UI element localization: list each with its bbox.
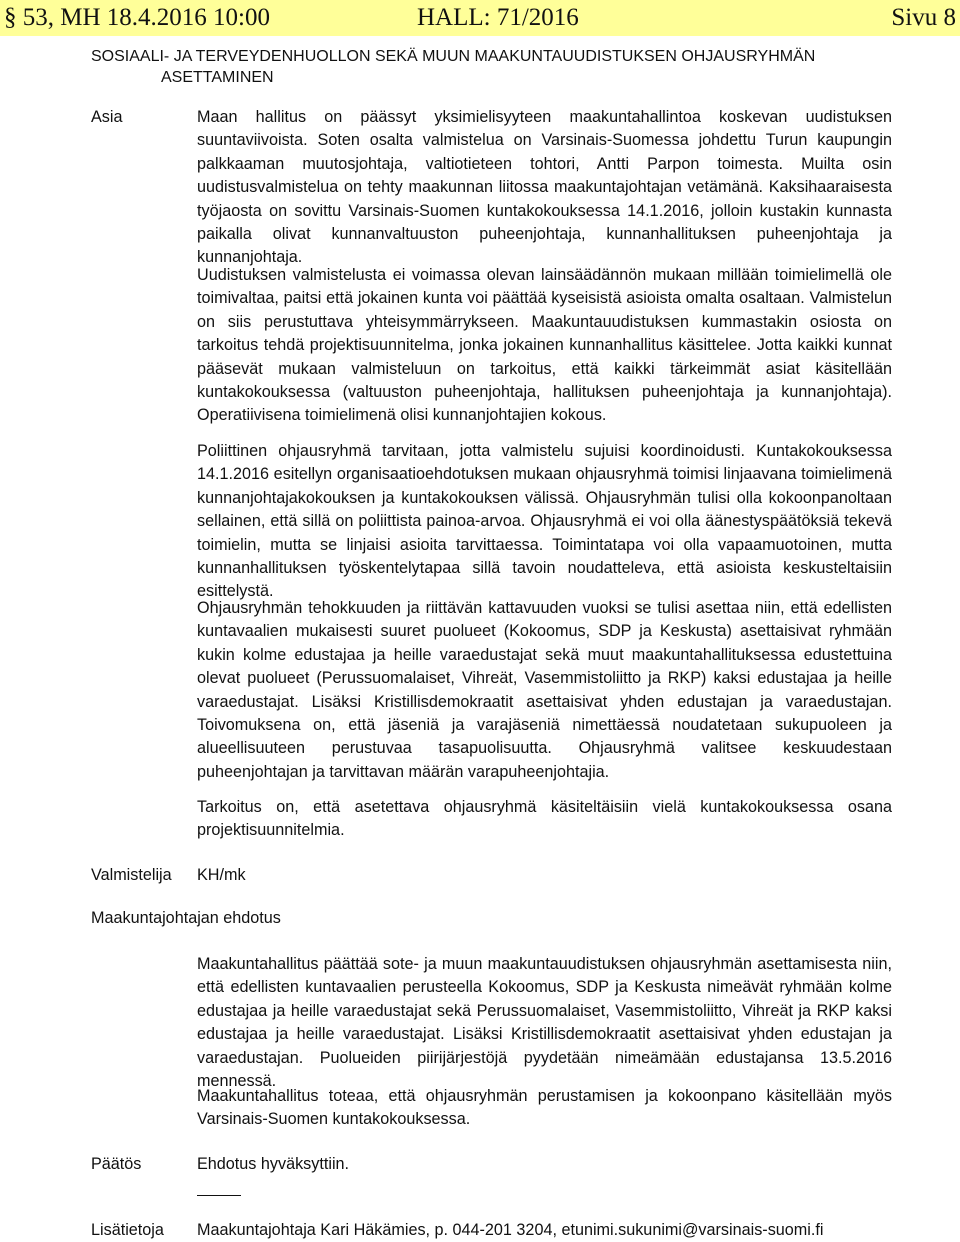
valmistelija-value: KH/mk (197, 866, 246, 884)
divider-line (197, 1195, 241, 1196)
paragraph-text: Maan hallitus on päässyt yksimielisyyteen maakuntahallintoa koskevan uudistuksen suuntaviivoista. Soten osalta valmistelua on Varsinais-Suomessa johdettu Turun kaupungin palkkaaman muutosjohtaja, valtiotieteen tohtori, Antti Parpon toimesta. Muilta osin uudistusvalmistelua on tehty maakunnan liitossa maakuntajohtajan vetämänä. Kaksihaaraisesta työjaosta on sovittu Varsinais-Suomen kuntakokouksessa 14.1.2016, jolloin kustakin kunnasta paikalla olivat kunnanvaltuuston puheenjohtaja, kunnanhallituksen puheenjohtaja ja kunnanjohtaja. (197, 108, 892, 267)
ehdotus-paragraph-2 (197, 1085, 892, 1132)
lisatietoja-value: Maakuntajohtaja Kari Häkämies, p. 044-201 3204, etunimi.sukunimi@varsinais-suomi.fi (197, 1221, 824, 1239)
hall-number: HALL: 71/2016 (417, 4, 579, 31)
page-number: Sivu 8 (891, 4, 956, 31)
title-line-1: SOSIAALI- JA TERVEYDENHUOLLON SEKÄ MUUN MAAKUNTAUUDISTUKSEN OHJAUSRYHMÄN (91, 48, 816, 65)
asia-paragraph-3 (197, 440, 892, 604)
valmistelija-label: Valmistelija (91, 866, 172, 884)
lisatietoja-label: Lisätietoja (91, 1221, 164, 1239)
asia-paragraph-2 (197, 264, 892, 428)
page-header (0, 0, 960, 36)
asia-paragraph-4 (197, 597, 892, 784)
asia-paragraph-1 (197, 106, 892, 270)
document-title (91, 46, 851, 88)
asia-label: Asia (91, 108, 123, 126)
section-reference: § 53, MH 18.4.2016 10:00 (4, 4, 270, 31)
paragraph-text: Uudistuksen valmistelusta ei voimassa olevan lainsäädännön mukaan millään toimielimellä ole toimivaltaa, paitsi että jokainen kunta voi päättää kyseisistä asioista omalta osaltaan. Valmistelun on siis perustuttava yhteisymmärrykseen. Maakuntauudistuksen kummastakin osiosta on tarkoitus tehdä projektisuunnitelma, jonka jokainen kunnanhallitus käsittelee. Jotta kaikki kunnat pääsevät mukaan valmisteluun on tarkoitus, että kaikki tärkeimmät asiat käsitellään kuntakokouksessa (valtuuston puheenjohtaja, hallituksen puheenjohtaja ja kunnanjohtaja). Operatiivisena toimielimenä olisi kunnanjohtajien kokous. (197, 266, 892, 425)
paragraph-text: Maakuntahallitus toteaa, että ohjausryhmän perustamisen ja kokoonpano käsitellään myös Varsinais-Suomen kuntakokouksessa. (197, 1087, 892, 1129)
ehdotus-label: Maakuntajohtajan ehdotus (91, 909, 281, 927)
paragraph-text: Maakuntahallitus päättää sote- ja muun maakuntauudistuksen ohjausryhmän asettamisesta niin, että edellisten kuntavaalien perusteella Kokoomus, SDP ja Keskusta nimeävät ryhmään kolme edustajaa ja heille varaedustajat sekä Perussuomalaiset, Vasemmistoliitto, Vihreät ja RKP kaksi edustajaa ja heille varaedustajat. Lisäksi Kristillisdemokraatit asettaisivat yhden edustajan ja varaedustajan. Puolueiden piirijärjestöjä pyydetään nimeämään edustajansa 13.5.2016 mennessä. (197, 955, 892, 1091)
paragraph-text: Poliittinen ohjausryhmä tarvitaan, jotta valmistelu sujuisi koordinoidusti. Kuntakokouksessa 14.1.2016 esitellyn organisaatioehdotuksen mukaan ohjausryhmä toimisi linjaavana toimielimenä kunnanjohtajakokouksen ja kuntakokouksen välissä. Ohjausryhmän tulisi olla kokoonpanoltaan sellainen, että sillä on poliittista painoa-arvoa. Ohjausryhmä ei voi olla äänestyspäätöksiä tekevä toimielin, mutta se linjaisi asioita tarvittaessa. Toimintatapa voi olla vapaamuotoinen, mutta kunnanhallituksen työskentelytapaa sillä tavoin noudatteleva, että asioista keskusteltaisiin esittelystä. (197, 442, 892, 601)
ehdotus-paragraph-1 (197, 953, 892, 1093)
asia-paragraph-5 (197, 796, 892, 843)
title-line-2: ASETTAMINEN (161, 69, 274, 86)
paragraph-text: Ohjausryhmän tehokkuuden ja riittävän kattavuuden vuoksi se tulisi asettaa niin, että edellisten kuntavaalien mukaisesti suuret puolueet (Kokoomus, SDP ja Keskusta) asettaisivat ryhmään kukin kolme edustajaa ja heille varaedustajat sekä muut maakuntahallituksessa edustettuina olevat puolueet (Perussuomalaiset, Vihreät, Vasemmistoliitto ja RKP) kaksi edustajaa ja heille varaedustajat. Lisäksi Kristillisdemokraatit asettaisivat yhden edustajan ja varaedustajan. Toivomuksena on, että jäseniä ja varajäseniä nimettäessä noudatetaan sukupuoleen ja alueellisuuteen perustuvaa tasapuolisuutta. Ohjausryhmä valitsee keskuudestaan puheenjohtajan ja tarvittavan määrän varapuheenjohtajia. (197, 599, 892, 781)
paatos-label: Päätös (91, 1155, 142, 1173)
paatos-value: Ehdotus hyväksyttiin. (197, 1155, 350, 1173)
paragraph-text: Tarkoitus on, että asetettava ohjausryhmä käsiteltäisiin vielä kuntakokouksessa osana projektisuunnitelmia. (197, 798, 892, 840)
